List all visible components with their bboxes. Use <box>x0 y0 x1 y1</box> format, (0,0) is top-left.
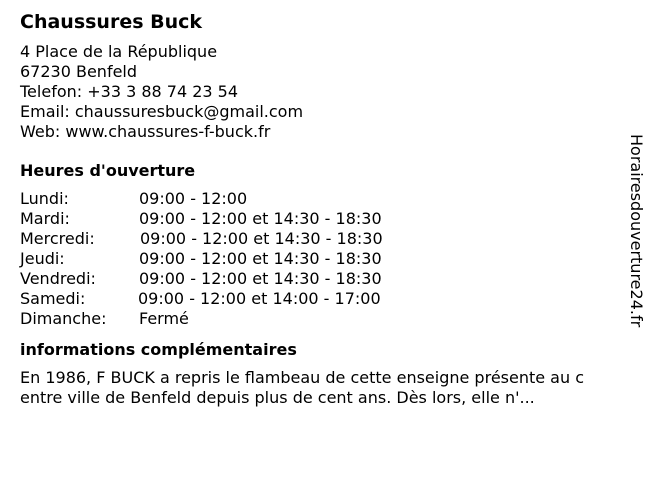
hours-row-sunday <box>20 309 620 329</box>
additional-info-heading: informations complémentaires <box>20 340 297 359</box>
hours-day: Mardi: <box>20 209 70 228</box>
hours-day: Vendredi: <box>20 269 96 288</box>
opening-hours-table <box>20 189 620 329</box>
hours-time: 09:00 - 12:00 et 14:00 - 17:00 <box>138 289 381 308</box>
additional-info-text <box>20 368 620 408</box>
hours-day: Jeudi: <box>20 249 65 268</box>
description-line: entre ville de Benfeld depuis plus de cent ans. Dès lors, elle n'... <box>20 388 535 407</box>
phone-line: Telefon: +33 3 88 74 23 54 <box>20 82 239 101</box>
watermark-text: Horairesdouverture24.fr <box>627 134 646 328</box>
hours-time: 09:00 - 12:00 <box>139 189 248 208</box>
hours-time: 09:00 - 12:00 et 14:30 - 18:30 <box>139 269 382 288</box>
site-watermark <box>624 134 646 374</box>
opening-hours-heading: Heures d'ouverture <box>20 161 196 180</box>
hours-row-saturday <box>20 289 620 309</box>
hours-row-monday <box>20 189 620 209</box>
hours-time: 09:00 - 12:00 et 14:30 - 18:30 <box>139 209 382 228</box>
hours-day: Mercredi: <box>20 229 95 248</box>
hours-day: Lundi: <box>20 189 69 208</box>
address-street: 4 Place de la République <box>20 42 218 61</box>
email-line: Email: chaussuresbuck@gmail.com <box>20 102 304 121</box>
hours-row-thursday <box>20 249 620 269</box>
business-name: Chaussures Buck <box>20 11 203 33</box>
address-city: 67230 Benfeld <box>20 62 138 81</box>
hours-row-friday <box>20 269 620 289</box>
hours-row-tuesday <box>20 209 620 229</box>
hours-day: Dimanche: <box>20 309 107 328</box>
hours-time: Fermé <box>139 309 189 328</box>
hours-time: 09:00 - 12:00 et 14:30 - 18:30 <box>139 249 382 268</box>
hours-day: Samedi: <box>20 289 86 308</box>
business-card <box>20 10 620 470</box>
hours-row-wednesday <box>20 229 620 249</box>
web-line: Web: www.chaussures-f-buck.fr <box>20 122 271 141</box>
description-line: En 1986, F BUCK a repris le flambeau de cette enseigne présente au c <box>20 368 585 387</box>
hours-time: 09:00 - 12:00 et 14:30 - 18:30 <box>140 229 383 248</box>
contact-block <box>20 42 620 142</box>
